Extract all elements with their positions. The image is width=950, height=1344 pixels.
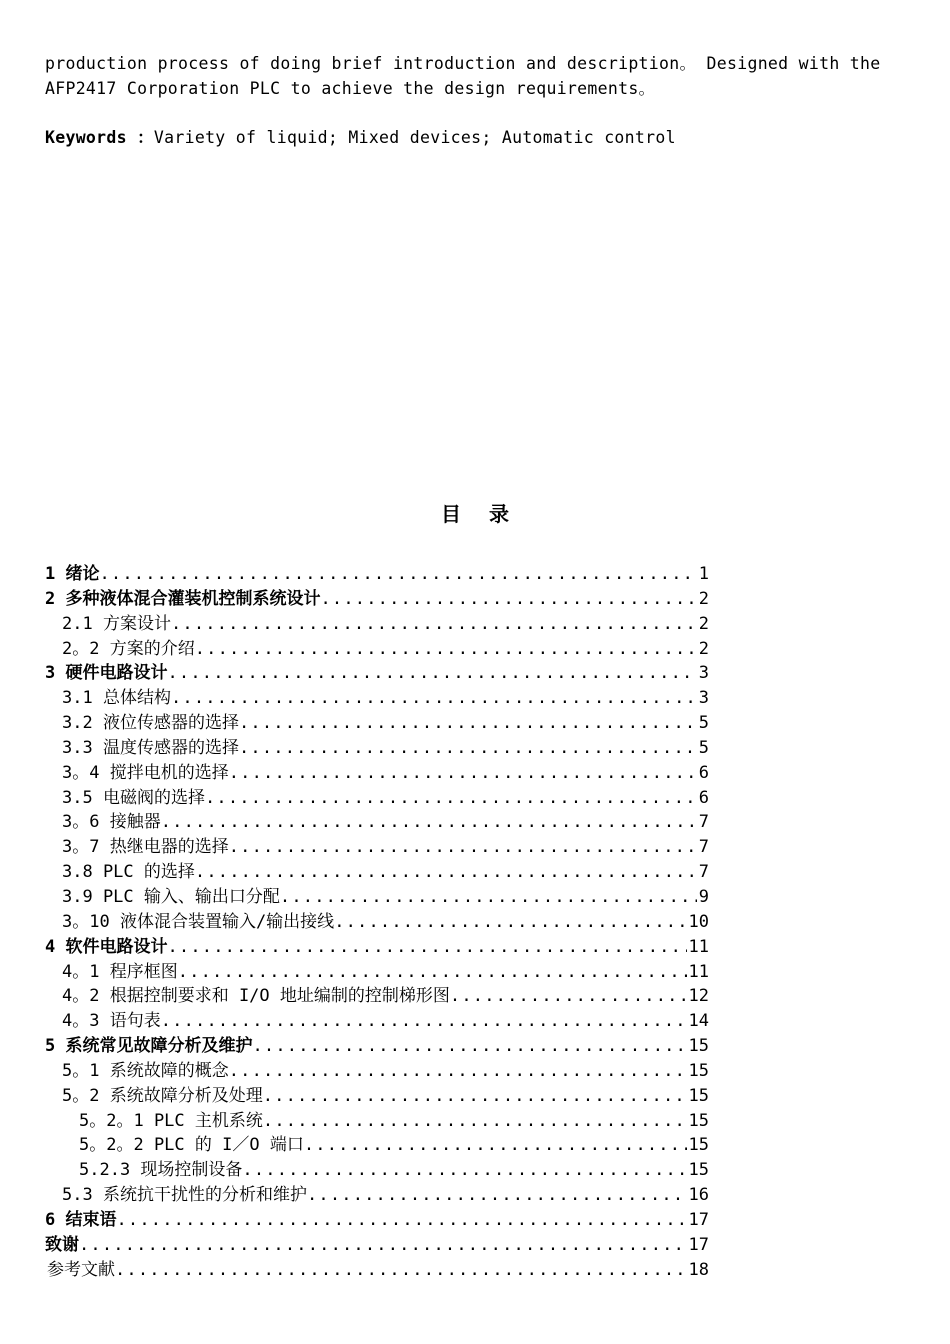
toc-entry-label: 2 多种液体混合灌装机控制系统设计 [45,588,321,609]
toc-entry-page-number: 3 [698,663,709,684]
toc-entry-page-number: 3 [698,688,709,709]
toc-entry-label: 5。2。1 PLC 主机系统 [79,1110,263,1131]
toc-title [0,500,950,528]
toc-entry[interactable] [45,587,709,612]
toc-title-char-2: 录 [489,502,509,526]
toc-entry[interactable] [45,1059,709,1084]
toc-entry-page-number: 9 [698,886,709,907]
toc-leader-dots [239,711,697,736]
toc-leader-dots [167,935,686,960]
toc-entry[interactable] [45,1183,709,1208]
toc-entry[interactable] [45,1084,709,1109]
toc-leader-dots [161,810,697,835]
toc-entry-label: 3.8 PLC 的选择 [62,862,195,883]
toc-entry-page-number: 15 [688,1135,709,1156]
toc-entry-page-number: 11 [688,961,709,982]
toc-entry-label: 3.9 PLC 输入、输出口分配 [62,886,280,907]
toc-entry-label: 2。2 方案的介绍 [62,638,195,659]
toc-entry-label: 4 软件电路设计 [45,936,168,957]
toc-entry-page-number: 14 [688,1011,709,1032]
toc-leader-dots [171,686,697,711]
toc-entry-page-number: 2 [698,588,709,609]
toc-leader-dots [320,587,696,612]
toc-entry-label: 4。2 根据控制要求和 I/O 地址编制的控制梯形图 [62,986,450,1007]
toc-leader-dots [205,786,697,811]
toc-leader-dots [116,1208,686,1233]
toc-leader-dots [229,1059,687,1084]
toc-entry[interactable] [45,910,709,935]
toc-entry[interactable] [45,637,709,662]
toc-entry-label: 5。2 系统故障分析及处理 [62,1085,263,1106]
toc-leader-dots [161,1009,687,1034]
toc-leader-dots [171,612,697,637]
toc-entry-page-number: 15 [688,1160,709,1181]
toc-entry[interactable] [45,736,709,761]
toc-leader-dots [239,736,697,761]
toc-entry-page-number: 15 [688,1036,709,1057]
toc-entry-label: 致谢 [45,1234,79,1255]
toc-entry[interactable] [45,661,709,686]
toc-entry-label: 3。6 接触器 [62,812,161,833]
abstract-paragraph [45,51,910,101]
toc-entry-page-number: 15 [688,1085,709,1106]
toc-title-char-1: 目 [441,502,461,526]
toc-entry-label: 参考文献 [47,1259,115,1280]
toc-entry-page-number: 6 [698,787,709,808]
toc-leader-dots [263,1109,687,1134]
toc-entry-page-number: 5 [698,713,709,734]
toc-entry[interactable] [45,860,709,885]
toc-leader-dots [229,835,697,860]
toc-entry-label: 4。3 语句表 [62,1011,161,1032]
toc-leader-dots [229,761,697,786]
toc-entry[interactable] [45,1109,709,1134]
toc-entry-label: 2.1 方案设计 [62,613,171,634]
toc-leader-dots [307,1183,687,1208]
toc-entry[interactable] [45,1009,709,1034]
toc-entry[interactable] [45,835,709,860]
toc-leader-dots [252,1034,686,1059]
toc-entry-label: 5.2.3 现场控制设备 [79,1160,243,1181]
toc-entry-page-number: 2 [698,613,709,634]
toc-entry[interactable] [45,612,709,637]
toc-entry-label: 3.2 液位传感器的选择 [62,713,239,734]
toc-entry-page-number: 5 [698,737,709,758]
toc-entry-label: 4。1 程序框图 [62,961,178,982]
toc-entry-label: 3.1 总体结构 [62,688,171,709]
toc-leader-dots [195,637,697,662]
toc-entry[interactable] [45,686,709,711]
toc-entry-page-number: 7 [698,812,709,833]
toc-leader-dots [450,984,687,1009]
toc-entry-page-number: 6 [698,762,709,783]
toc-entry-label: 3 硬件电路设计 [45,663,168,684]
toc-entry[interactable] [45,786,709,811]
toc-entry-label: 3。10 液体混合装置输入/输出接线 [62,911,335,932]
toc-leader-dots [79,1233,687,1258]
toc-entry[interactable] [45,935,709,960]
toc-entry-label: 5。1 系统故障的概念 [62,1060,229,1081]
toc-entry-label: 6 结束语 [45,1209,117,1230]
toc-entry[interactable] [45,562,709,587]
toc-leader-dots [242,1158,686,1183]
toc-entry[interactable] [45,1133,709,1158]
toc-entry[interactable] [45,1258,709,1283]
toc-entry[interactable] [45,1034,709,1059]
toc-entry[interactable] [45,960,709,985]
toc-entry[interactable] [45,761,709,786]
toc-entry-page-number: 12 [688,986,709,1007]
toc-leader-dots [195,860,697,885]
toc-leader-dots [178,960,687,985]
toc-entry-label: 5.3 系统抗干扰性的分析和维护 [62,1185,307,1206]
toc-leader-dots [334,910,686,935]
toc-leader-dots [99,562,696,587]
toc-entry-label: 1 绪论 [45,564,100,584]
keywords-text: Variety of liquid; Mixed devices; Automatic control [153,128,676,147]
toc-entry-page-number: 11 [688,936,709,957]
toc-entry[interactable] [45,1233,709,1258]
keywords-line [45,125,676,150]
toc-entry[interactable] [45,810,709,835]
toc-entry-page-number: 10 [688,911,709,932]
toc-entry[interactable] [45,1158,709,1183]
toc-entry-page-number: 17 [688,1234,709,1255]
toc-entry-page-number: 16 [688,1185,709,1206]
toc-entry-page-number: 1 [698,564,709,584]
toc-entry-page-number: 18 [688,1259,709,1280]
toc-entry-page-number: 2 [698,638,709,659]
toc-entry[interactable] [45,711,709,736]
toc-leader-dots [263,1084,687,1109]
toc-entry[interactable] [45,984,709,1009]
toc-leader-dots [167,661,696,686]
toc-leader-dots [304,1133,687,1158]
toc-entry-label: 5 系统常见故障分析及维护 [45,1036,253,1057]
toc-entry-page-number: 7 [698,862,709,883]
toc-entry-label: 3。7 热继电器的选择 [62,837,229,858]
toc-entry-page-number: 17 [688,1209,709,1230]
toc-entry[interactable] [45,1208,709,1233]
toc-entry-label: 5。2。2 PLC 的 I／O 端口 [79,1135,304,1156]
keywords-label: Keywords ： [45,128,154,147]
toc-leader-dots [115,1258,687,1283]
abstract-line-2: AFP2417 Corporation PLC to achieve the design requirements。 [45,79,656,98]
toc-entry-label: 3.5 电磁阀的选择 [62,787,205,808]
toc-entry-label: 3。4 搅拌电机的选择 [62,762,229,783]
toc-leader-dots [280,885,697,910]
toc-entry[interactable] [45,885,709,910]
toc-entry-page-number: 7 [698,837,709,858]
toc-entry-label: 3.3 温度传感器的选择 [62,737,239,758]
toc-entry-page-number: 15 [688,1110,709,1131]
abstract-line-1: production process of doing brief introduction and description。 Designed with the [45,54,881,73]
toc-entry-page-number: 15 [688,1060,709,1081]
table-of-contents [45,562,709,1282]
